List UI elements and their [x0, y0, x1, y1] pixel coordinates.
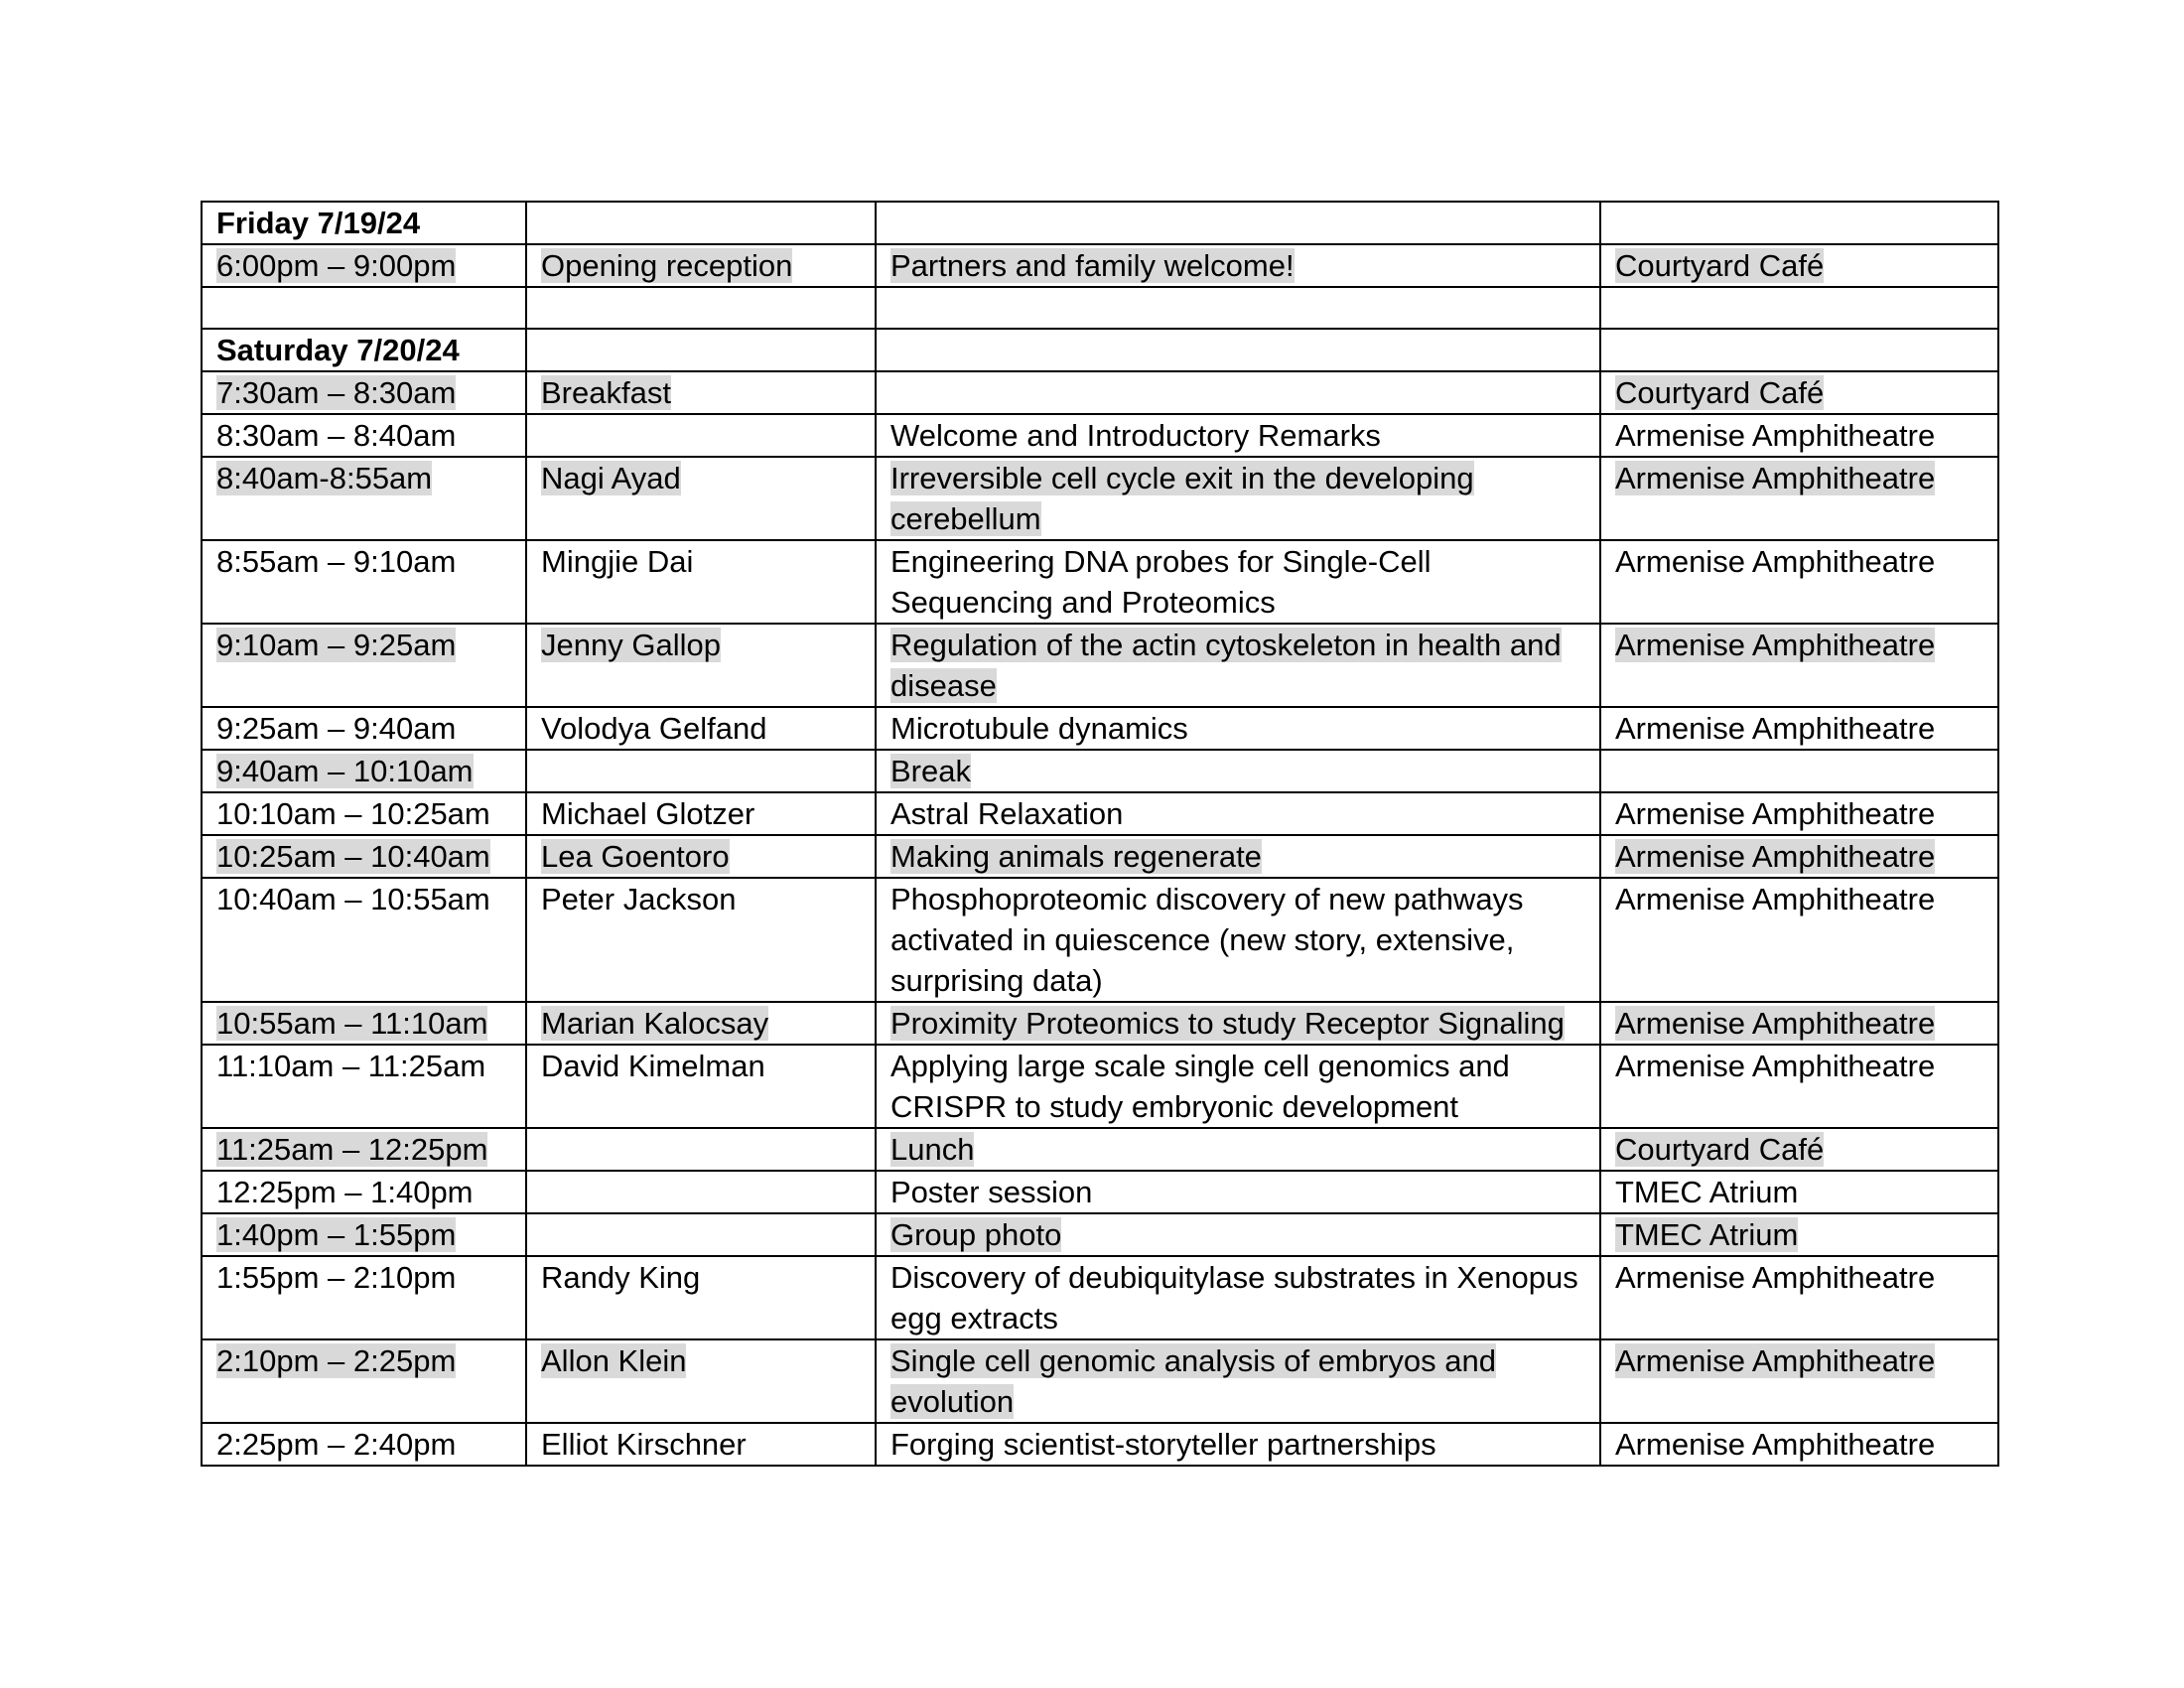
talk-title-cell: [876, 540, 1600, 624]
time-text: 9:10am – 9:25am: [216, 628, 457, 662]
venue-text: Armenise Amphitheatre: [1615, 796, 1936, 831]
day-header-row: [202, 329, 1998, 371]
venue-text: Armenise Amphitheatre: [1615, 1049, 1936, 1083]
time-text: 2:10pm – 2:25pm: [216, 1343, 457, 1378]
speaker-cell: [526, 792, 876, 835]
speaker-cell: [526, 329, 876, 371]
speaker-cell: [526, 1256, 876, 1339]
venue-cell: [1600, 1213, 1998, 1256]
talk-title-text: Poster session: [890, 1175, 1093, 1209]
table-row: [202, 457, 1998, 540]
table-row: [202, 1423, 1998, 1466]
speaker-cell: [526, 750, 876, 792]
speaker-text: Michael Glotzer: [541, 796, 755, 831]
table-row: [202, 1002, 1998, 1045]
table-row: [202, 1213, 1998, 1256]
talk-title-cell: [876, 1213, 1600, 1256]
speaker-cell: [526, 457, 876, 540]
venue-cell: [1600, 1256, 1998, 1339]
time-cell: [202, 835, 526, 878]
speaker-text: Jenny Gallop: [541, 628, 721, 662]
time-cell: [202, 624, 526, 707]
talk-title-cell: [876, 1002, 1600, 1045]
time-text: 1:40pm – 1:55pm: [216, 1217, 457, 1252]
time-text: 10:10am – 10:25am: [216, 796, 490, 831]
speaker-text: Volodya Gelfand: [541, 711, 767, 746]
venue-cell: [1600, 414, 1998, 457]
venue-text: Armenise Amphitheatre: [1615, 461, 1936, 495]
venue-cell: [1600, 287, 1998, 329]
table-row: [202, 1256, 1998, 1339]
time-cell: [202, 414, 526, 457]
time-text: 7:30am – 8:30am: [216, 375, 457, 410]
talk-title-cell: [876, 792, 1600, 835]
venue-text: TMEC Atrium: [1615, 1217, 1799, 1252]
talk-title-cell: [876, 878, 1600, 1002]
talk-title-cell: [876, 750, 1600, 792]
time-text: 10:55am – 11:10am: [216, 1006, 488, 1041]
speaker-cell: [526, 707, 876, 750]
talk-title-cell: [876, 835, 1600, 878]
time-cell: [202, 457, 526, 540]
speaker-text: Marian Kalocsay: [541, 1006, 769, 1041]
talk-title-cell: [876, 1171, 1600, 1213]
time-text: 8:55am – 9:10am: [216, 544, 457, 579]
time-cell: [202, 1128, 526, 1171]
time-cell: [202, 792, 526, 835]
talk-title-text: Irreversible cell cycle exit in the developing cerebellum: [890, 461, 1474, 536]
time-text: 11:10am – 11:25am: [216, 1049, 486, 1083]
time-text: 9:25am – 9:40am: [216, 711, 457, 746]
time-cell: [202, 1256, 526, 1339]
venue-cell: [1600, 792, 1998, 835]
speaker-cell: [526, 202, 876, 244]
venue-text: Courtyard Café: [1615, 248, 1825, 283]
time-cell: [202, 707, 526, 750]
time-cell: [202, 202, 526, 244]
time-cell: [202, 1171, 526, 1213]
time-text: 11:25am – 12:25pm: [216, 1132, 488, 1167]
venue-text: Armenise Amphitheatre: [1615, 544, 1936, 579]
time-text: 12:25pm – 1:40pm: [216, 1175, 474, 1209]
talk-title-text: Microtubule dynamics: [890, 711, 1188, 746]
time-text: 10:25am – 10:40am: [216, 839, 490, 874]
time-text: 9:40am – 10:10am: [216, 754, 474, 788]
venue-cell: [1600, 878, 1998, 1002]
venue-cell: [1600, 371, 1998, 414]
time-cell: [202, 371, 526, 414]
talk-title-cell: [876, 624, 1600, 707]
time-cell: [202, 1423, 526, 1466]
table-row: [202, 878, 1998, 1002]
time-cell: [202, 540, 526, 624]
venue-text: Armenise Amphitheatre: [1615, 711, 1936, 746]
time-cell: [202, 287, 526, 329]
time-cell: [202, 1339, 526, 1423]
time-text: 10:40am – 10:55am: [216, 882, 490, 916]
speaker-cell: [526, 878, 876, 1002]
speaker-cell: [526, 1339, 876, 1423]
time-cell: [202, 329, 526, 371]
speaker-cell: [526, 287, 876, 329]
speaker-cell: [526, 1128, 876, 1171]
venue-text: Armenise Amphitheatre: [1615, 418, 1936, 453]
talk-title-cell: [876, 1128, 1600, 1171]
talk-title-text: Discovery of deubiquitylase substrates in Xenopus egg extracts: [890, 1260, 1578, 1336]
speaker-text: Opening reception: [541, 248, 793, 283]
day-heading: Friday 7/19/24: [216, 206, 421, 240]
speaker-cell: [526, 1171, 876, 1213]
talk-title-text: Making animals regenerate: [890, 839, 1262, 874]
table-row: [202, 1128, 1998, 1171]
talk-title-cell: [876, 1045, 1600, 1128]
venue-cell: [1600, 457, 1998, 540]
venue-text: Armenise Amphitheatre: [1615, 1006, 1936, 1041]
venue-text: Courtyard Café: [1615, 1132, 1825, 1167]
time-cell: [202, 750, 526, 792]
speaker-cell: [526, 624, 876, 707]
talk-title-cell: [876, 371, 1600, 414]
schedule-table: [201, 201, 1999, 1467]
talk-title-cell: [876, 244, 1600, 287]
talk-title-cell: [876, 457, 1600, 540]
speaker-text: David Kimelman: [541, 1049, 765, 1083]
talk-title-text: Applying large scale single cell genomics and CRISPR to study embryonic development: [890, 1049, 1510, 1124]
table-row: [202, 540, 1998, 624]
speaker-text: Peter Jackson: [541, 882, 737, 916]
time-text: 2:25pm – 2:40pm: [216, 1427, 457, 1462]
talk-title-text: Engineering DNA probes for Single-Cell Sequencing and Proteomics: [890, 544, 1432, 620]
time-cell: [202, 1045, 526, 1128]
table-row: [202, 835, 1998, 878]
venue-cell: [1600, 244, 1998, 287]
time-text: 1:55pm – 2:10pm: [216, 1260, 457, 1295]
talk-title-cell: [876, 287, 1600, 329]
table-row: [202, 1045, 1998, 1128]
speaker-cell: [526, 1002, 876, 1045]
speaker-cell: [526, 371, 876, 414]
spacer-row: [202, 287, 1998, 329]
table-row: [202, 750, 1998, 792]
venue-cell: [1600, 1045, 1998, 1128]
talk-title-cell: [876, 707, 1600, 750]
talk-title-cell: [876, 1423, 1600, 1466]
venue-text: TMEC Atrium: [1615, 1175, 1799, 1209]
schedule-body: [202, 202, 1998, 1466]
time-cell: [202, 244, 526, 287]
talk-title-cell: [876, 202, 1600, 244]
time-text: 6:00pm – 9:00pm: [216, 248, 457, 283]
venue-text: Armenise Amphitheatre: [1615, 628, 1936, 662]
venue-text: Armenise Amphitheatre: [1615, 839, 1936, 874]
time-cell: [202, 878, 526, 1002]
talk-title-text: Regulation of the actin cytoskeleton in health and disease: [890, 628, 1562, 703]
table-row: [202, 707, 1998, 750]
talk-title-cell: [876, 329, 1600, 371]
speaker-cell: [526, 835, 876, 878]
talk-title-text: Forging scientist-storyteller partnerships: [890, 1427, 1436, 1462]
table-row: [202, 371, 1998, 414]
speaker-cell: [526, 244, 876, 287]
talk-title-text: Partners and family welcome!: [890, 248, 1295, 283]
table-row: [202, 244, 1998, 287]
venue-text: Armenise Amphitheatre: [1615, 882, 1936, 916]
venue-cell: [1600, 540, 1998, 624]
speaker-text: Mingjie Dai: [541, 544, 694, 579]
venue-cell: [1600, 202, 1998, 244]
time-cell: [202, 1213, 526, 1256]
speaker-text: Elliot Kirschner: [541, 1427, 747, 1462]
speaker-cell: [526, 1423, 876, 1466]
venue-cell: [1600, 835, 1998, 878]
speaker-cell: [526, 1045, 876, 1128]
venue-text: Armenise Amphitheatre: [1615, 1343, 1936, 1378]
day-header-row: [202, 202, 1998, 244]
table-row: [202, 1339, 1998, 1423]
venue-cell: [1600, 707, 1998, 750]
venue-cell: [1600, 624, 1998, 707]
day-heading: Saturday 7/20/24: [216, 333, 460, 367]
table-row: [202, 792, 1998, 835]
time-text: 8:40am-8:55am: [216, 461, 433, 495]
venue-text: Armenise Amphitheatre: [1615, 1427, 1936, 1462]
venue-cell: [1600, 1423, 1998, 1466]
table-row: [202, 1171, 1998, 1213]
venue-text: Courtyard Café: [1615, 375, 1825, 410]
venue-cell: [1600, 1339, 1998, 1423]
talk-title-text: Break: [890, 754, 971, 788]
talk-title-text: Lunch: [890, 1132, 975, 1167]
talk-title-text: Group photo: [890, 1217, 1062, 1252]
speaker-cell: [526, 414, 876, 457]
talk-title-text: Welcome and Introductory Remarks: [890, 418, 1381, 453]
venue-cell: [1600, 329, 1998, 371]
talk-title-text: Single cell genomic analysis of embryos and evolution: [890, 1343, 1496, 1419]
talk-title-text: Astral Relaxation: [890, 796, 1124, 831]
venue-text: Armenise Amphitheatre: [1615, 1260, 1936, 1295]
time-cell: [202, 1002, 526, 1045]
venue-cell: [1600, 1002, 1998, 1045]
talk-title-cell: [876, 414, 1600, 457]
venue-cell: [1600, 1171, 1998, 1213]
talk-title-text: Proximity Proteomics to study Receptor Signaling: [890, 1006, 1565, 1041]
table-row: [202, 414, 1998, 457]
speaker-text: Allon Klein: [541, 1343, 687, 1378]
talk-title-text: Phosphoproteomic discovery of new pathways activated in quiescence (new story, extensive, surprising data): [890, 882, 1524, 998]
speaker-text: Randy King: [541, 1260, 701, 1295]
venue-cell: [1600, 750, 1998, 792]
time-text: 8:30am – 8:40am: [216, 418, 457, 453]
speaker-text: Nagi Ayad: [541, 461, 681, 495]
speaker-cell: [526, 1213, 876, 1256]
speaker-cell: [526, 540, 876, 624]
talk-title-cell: [876, 1339, 1600, 1423]
talk-title-cell: [876, 1256, 1600, 1339]
venue-cell: [1600, 1128, 1998, 1171]
speaker-text: Lea Goentoro: [541, 839, 730, 874]
speaker-text: Breakfast: [541, 375, 671, 410]
table-row: [202, 624, 1998, 707]
